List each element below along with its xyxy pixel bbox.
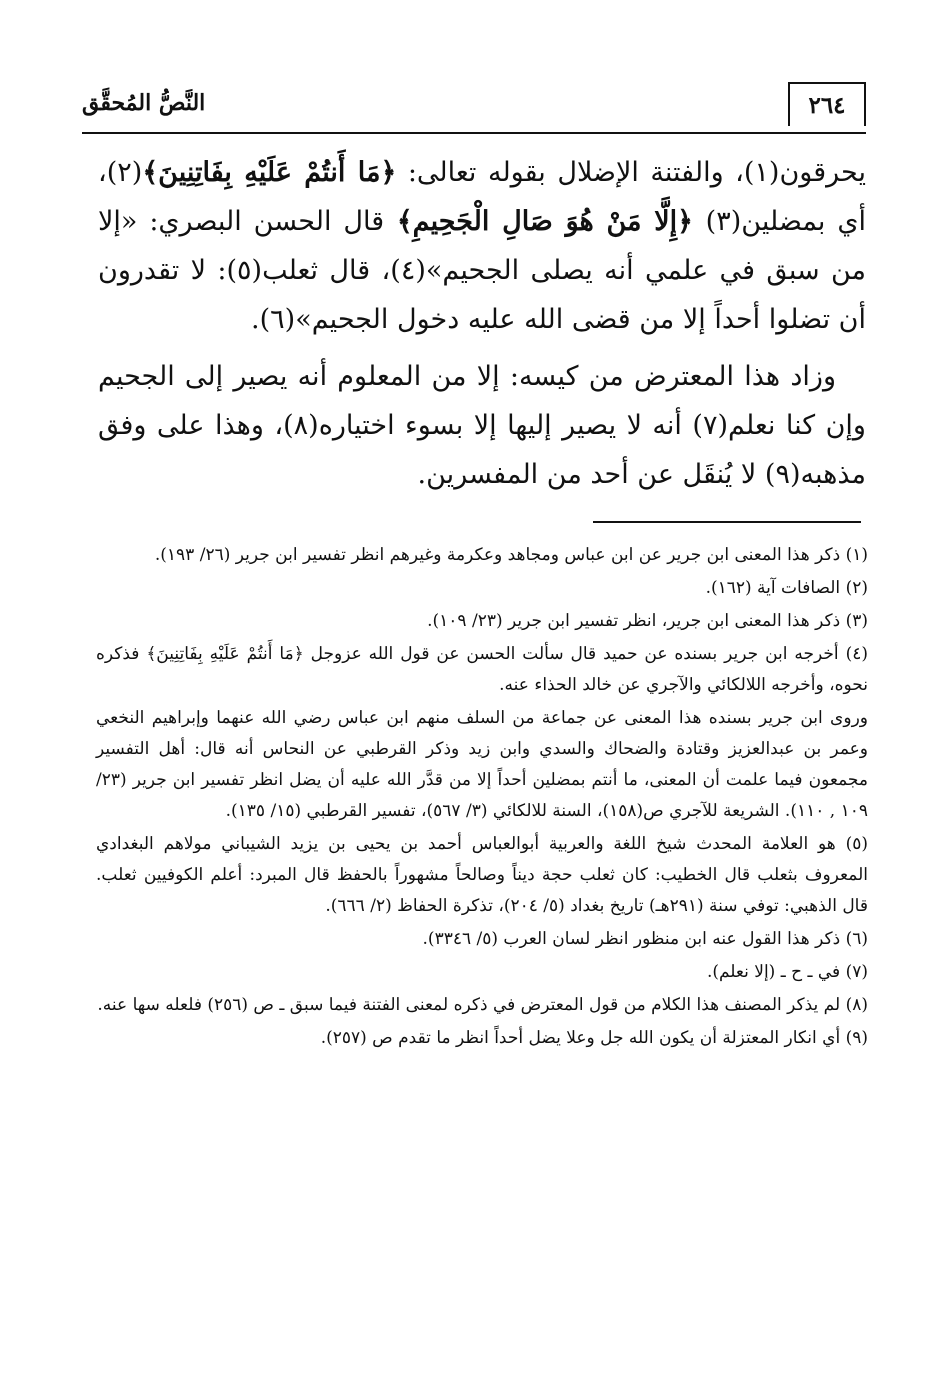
- footnote-ref: (٥): [226, 255, 263, 286]
- main-text: [98, 148, 866, 499]
- footnote-6: [96, 924, 868, 955]
- footnote-2: [96, 573, 868, 604]
- text-span: لا يُنقَل عن أحد من المفسرين.: [417, 459, 765, 490]
- text-span: أنه لا يصير إليها إلا بسوء اختياره: [318, 410, 693, 441]
- footnote-text: الصافات آية (١٦٢).: [705, 578, 841, 598]
- text-span: .: [250, 304, 260, 335]
- text-span: ، والفتنة الإضلال بقوله تعالى:: [396, 157, 744, 188]
- paragraph-2: [98, 352, 866, 499]
- footnote-8: [96, 990, 868, 1021]
- footnote-number: (٣): [845, 611, 868, 631]
- footnote-3: [96, 606, 868, 637]
- footnotes: [96, 540, 868, 1056]
- text-span: يحرقون: [779, 157, 866, 188]
- footnote-text: وروى ابن جرير بسنده هذا المعنى عن جماعة من السلف منهم ابن عباس رضي الله عنهما وإبراهيم النخعي وعمر بن عبدالعزيز وقتادة والضحاك والسدي وابن زيد وذكر القرطبي عن النحاس أنه قال: أهل التفسير مجمعون فيما علمت أن المعنى، ما أنتم بمضلين أحداً إلا من قدَّر الله عليه أن يضل انظر تفسير ابن جرير (٢٣/ ١٠٩ , ١١٠). الشريعة للآجري ص(١٥٨)، السنة للالكائي (٣/ ٥٦٧)، تفسير القرطبي (١٥/ ١٣٥).: [96, 708, 868, 821]
- footnote-4-continued: [96, 703, 868, 827]
- footnote-separator: [593, 521, 861, 523]
- footnote-ref: (٤): [390, 255, 426, 286]
- footnote-ref: (٩): [764, 459, 801, 490]
- footnote-ref: (٧): [692, 410, 728, 441]
- text-span: : لا تقدرون أن تضلوا أحداً إلا من قضى الله عليه دخول الجحيم»: [98, 255, 866, 335]
- paragraph-1: [98, 148, 866, 344]
- header-rule: [82, 132, 866, 134]
- footnote-text: ذكر هذا المعنى ابن جرير، انظر تفسير ابن جرير (٢٣/ ١٠٩).: [427, 611, 841, 631]
- footnote-ref: (٦): [259, 304, 296, 335]
- footnote-ref: (٢): [106, 157, 143, 188]
- footnote-number: (٩): [845, 1028, 868, 1048]
- footnote-1: [96, 540, 868, 571]
- text-span: ، أي بمضلين: [98, 157, 866, 237]
- footnote-text: أخرجه ابن جرير بسنده عن حميد قال سألت الحسن عن قول الله عزوجل ﴿مَا أَنتُمْ عَلَيْهِ بِفَاتِنِينَ﴾ فذكره نحوه، وأخرجه اللالكائي والآجري عن خالد الحذاء عنه.: [96, 644, 868, 695]
- footnote-4: [96, 639, 868, 701]
- footnote-7: [96, 957, 868, 988]
- footnote-text: لم يذكر المصنف هذا الكلام من قول المعترض في ذكره لمعنى الفتنة فيما سبق ـ ص (٢٥٦) فلعله سها عنه.: [97, 995, 841, 1015]
- footnote-text: ذكر هذا القول عنه ابن منظور انظر لسان العرب (٥/ ٣٣٤٦).: [422, 929, 841, 949]
- quran-quote: ﴿مَا أَنتُمْ عَلَيْهِ بِفَاتِنِينَ﴾: [142, 157, 397, 188]
- page-header: [82, 82, 866, 134]
- footnote-number: (٥): [845, 834, 868, 854]
- footnote-text: هو العلامة المحدث شيخ اللغة والعربية أبوالعباس أحمد بن يحيى بن يزيد الشيباني مولاهم البغدادي المعروف بثعلب قال الخطيب: كان ثعلب حجة ديناً وصالحاً مشهوراً بالحفظ قال المبرد: أعلم الكوفيين ثعلب. قال الذهبي: توفي سنة (٢٩١هـ) تاريخ بغداد (٥/ ٢٠٤)، تذكرة الحفاظ (٢/ ٦٦٦).: [96, 834, 868, 916]
- text-span: وزاد هذا المعترض من كيسه: إلا من المعلوم أنه يصير إلى الجحيم وإن كنا نعلم: [98, 361, 866, 441]
- footnote-number: (٧): [845, 962, 868, 982]
- footnote-text: ذكر هذا المعنى ابن جرير عن ابن عباس ومجاهد وعكرمة وغيرهم انظر تفسير ابن جرير (٢٦/ ١٩٣).: [154, 545, 841, 565]
- running-title: النَّصُّ المُحقَّق: [82, 90, 206, 116]
- footnote-ref: (٨): [283, 410, 319, 441]
- footnote-ref: (١): [743, 157, 780, 188]
- footnote-number: (٢): [845, 578, 868, 598]
- text-span: ، وهذا على وفق مذهبه: [98, 410, 866, 490]
- footnote-number: (٦): [845, 929, 868, 949]
- footnote-number: (٤): [845, 644, 868, 664]
- footnote-5: [96, 829, 868, 922]
- footnote-9: [96, 1023, 868, 1054]
- footnote-ref: (٣): [705, 206, 742, 237]
- text-span: ، قال ثعلب: [262, 255, 391, 286]
- quran-quote: ﴿إِلَّا مَنْ هُوَ صَالِ الْجَحِيمِ﴾: [384, 206, 706, 237]
- footnote-number: (١): [845, 545, 868, 565]
- footnote-number: (٨): [845, 995, 868, 1015]
- footnote-text: في ـ ح ـ (إلا نعلم).: [706, 962, 841, 982]
- page-number: ٢٦٤: [788, 82, 866, 126]
- text-span: قال الحسن البصري: «إلا من سبق في علمي أنه يصلى الجحيم»: [98, 206, 866, 286]
- footnote-text: أي انكار المعتزلة أن يكون الله جل وعلا يضل أحداً انظر ما تقدم ص (٢٥٧).: [320, 1028, 841, 1048]
